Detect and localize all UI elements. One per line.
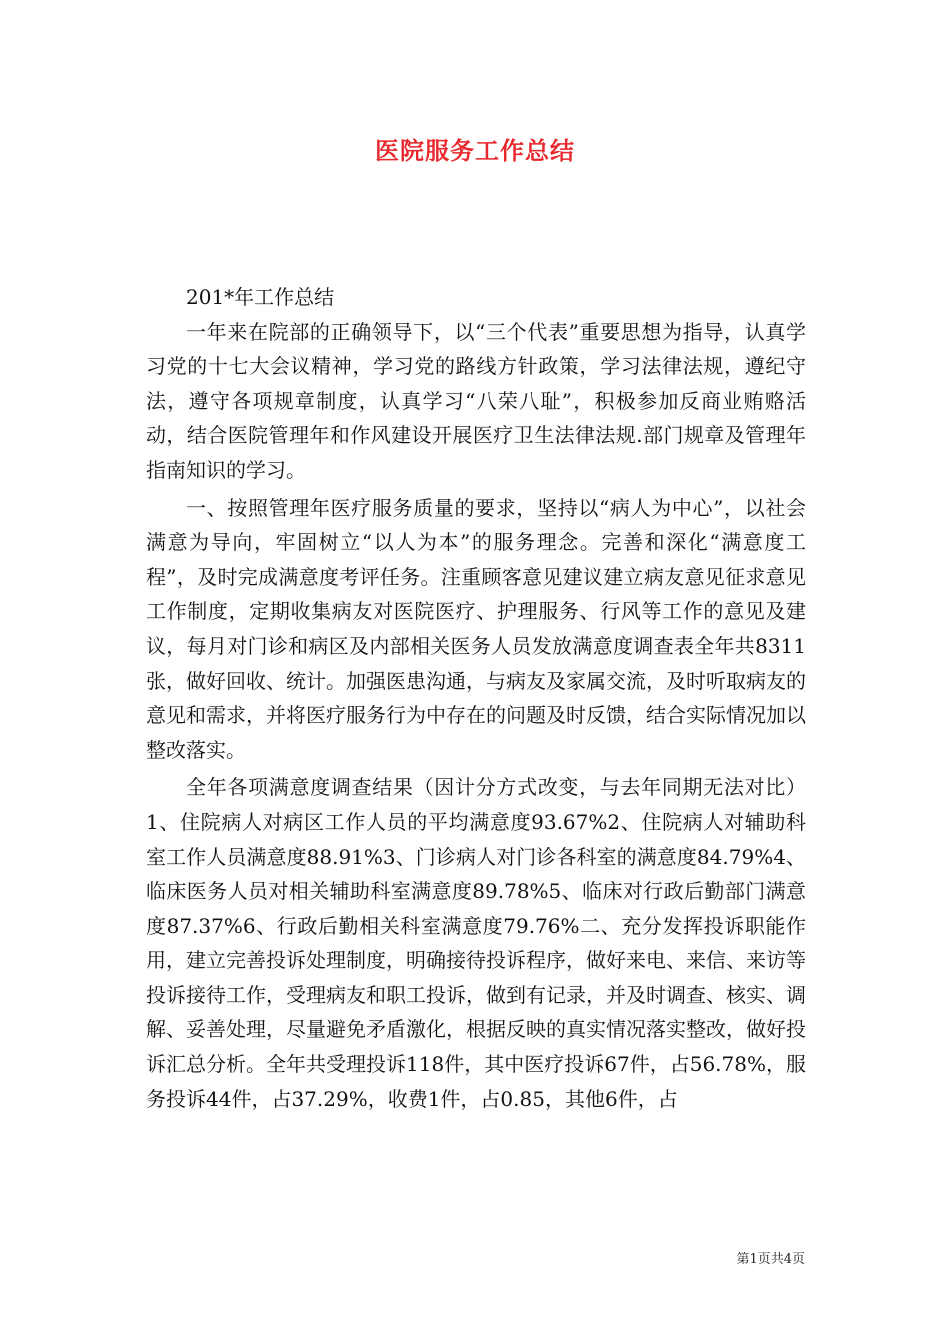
paragraph-service-quality: 一、按照管理年医疗服务质量的要求，坚持以“病人为中心”，以社会满意为导向，牢固树立“以人为本”的服务理念。完善和深化“满意度工程”，及时完成满意度考评任务。注重顾客意见建议建立病友意见征求意见工作制度，定期收集病友对医院医疗、护理服务、行风等工作的意见及建议，每月对门诊和病区及内部相关医务人员发放满意度调查表全年共8311张，做好回收、统计。加强医患沟通，与病友及家属交流，及时听取病友的意见和需求，并将医疗服务行为中存在的问题及时反馈，结合实际情况加以整改落实。 xyxy=(146,495,806,762)
section-heading: 201*年工作总结 xyxy=(186,285,335,309)
paragraph-intro: 一年来在院部的正确领导下，以“三个代表”重要思想为指导，认真学习党的十七大会议精神，学习党的路线方针政策，学习法律法规，遵纪守法，遵守各项规章制度，认真学习“八荣八耻”，积极参加反商业贿赂活动，结合医院管理年和作风建设开展医疗卫生法律法规.部门规章及管理年指南知识的学习。 xyxy=(146,319,806,482)
page-number: 第1页共4页 xyxy=(736,1252,805,1267)
paragraph-satisfaction-results: 全年各项满意度调查结果（因计分方式改变，与去年同期无法对比）1、住院病人对病区工作人员的平均满意度93.67%2、住院病人对辅助科室工作人员满意度88.91%3、门诊病人对门诊各科室的满意度84.79%4、临床医务人员对相关辅助科室满意度89.78%5、临床对行政后勤部门满意度87.37%6、行政后勤相关科室满意度79.76%二、充分发挥投诉职能作用，建立完善投诉处理制度，明确接待投诉程序，做好来电、来信、来访等投诉接待工作，受理病友和职工投诉，做到有记录，并及时调查、核实、调解、妥善处理，尽量避免矛盾激化，根据反映的真实情况落实整改，做好投诉汇总分析。全年共受理投诉118件，其中医疗投诉67件，占56.78%，服务投诉44件，占37.29%，收费1件，占0.85，其他6件，占 xyxy=(146,775,806,1111)
document-body xyxy=(146,280,806,1116)
page-title: 医院服务工作总结 xyxy=(375,136,575,165)
